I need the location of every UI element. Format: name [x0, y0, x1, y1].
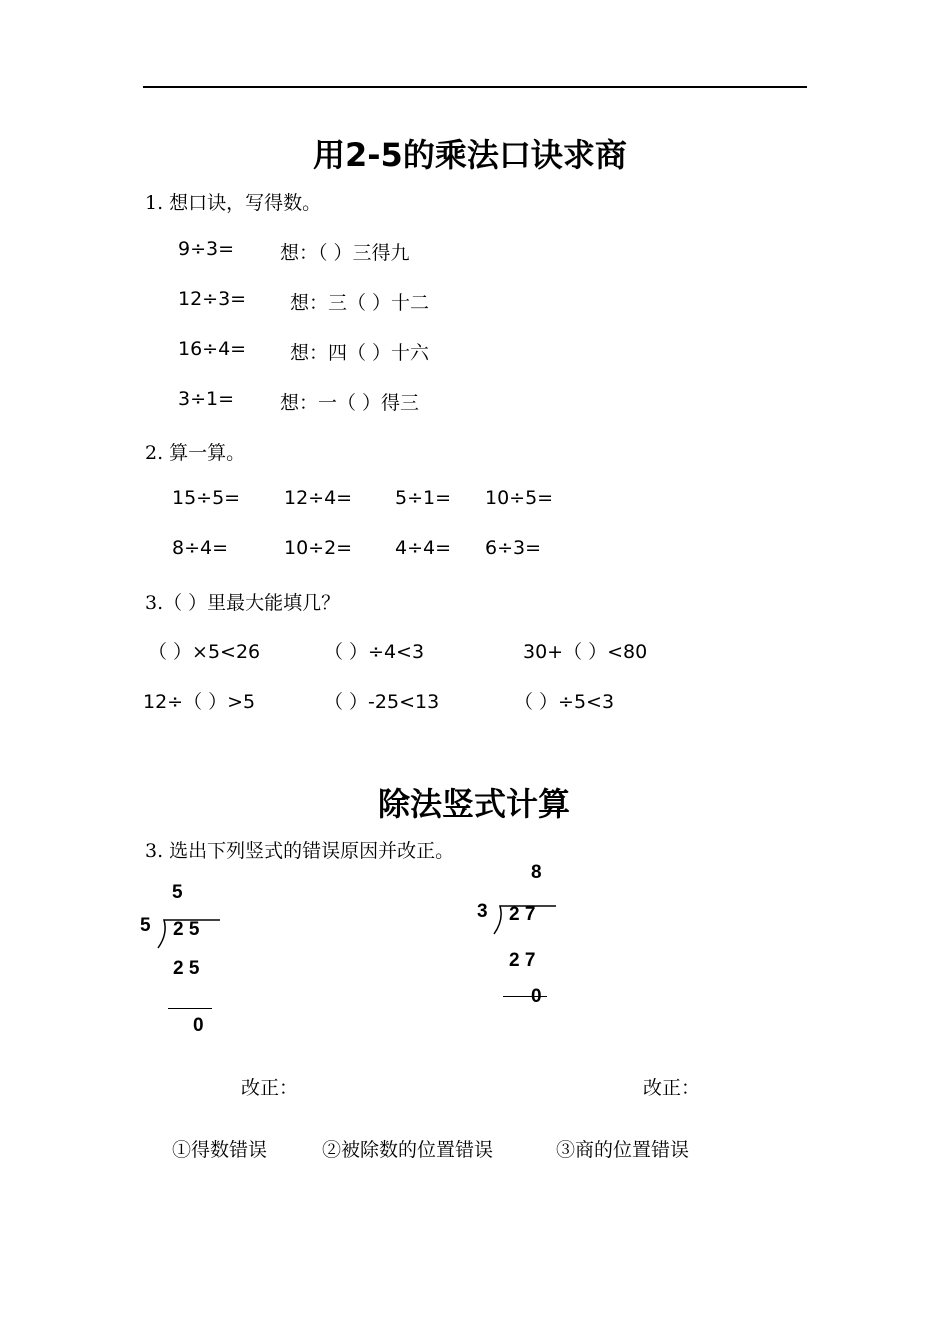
q1-equation: 3÷1=	[178, 388, 235, 410]
option-3: ③商的位置错误	[556, 1139, 690, 1161]
division-bracket	[156, 914, 226, 954]
subtraction-line	[168, 1008, 212, 1009]
q3-item: 30+（ ）<80	[523, 641, 648, 663]
section-title-multiplication: 用2-5的乘法口诀求商	[313, 136, 627, 174]
divisor: 5	[140, 915, 151, 936]
question-1-prompt: 1. 想口诀，写得数。	[145, 192, 322, 214]
q1-equation: 16÷4=	[178, 338, 247, 360]
q1-equation: 9÷3=	[178, 238, 235, 260]
product: 2 7	[509, 950, 536, 971]
product: 2 5	[173, 958, 200, 979]
quotient: 5	[172, 882, 183, 903]
divisor: 3	[477, 901, 488, 922]
section-title-long-division: 除法竖式计算	[378, 785, 571, 823]
q2-item: 10÷5=	[485, 487, 554, 509]
q1-equation: 12÷3=	[178, 288, 247, 310]
q2-item: 12÷4=	[284, 487, 353, 509]
q3-item: （ ）-25<13	[324, 691, 440, 713]
subtraction-line	[503, 996, 547, 997]
q3-item: （ ）×5<26	[148, 641, 261, 663]
remainder: 0	[193, 1015, 204, 1036]
dividend: 2 5	[173, 919, 200, 940]
q2-item: 8÷4=	[172, 537, 229, 559]
q1-hint: 想：一（ ）得三	[280, 392, 420, 414]
q3-item: 12÷（ ）>5	[143, 691, 256, 713]
q3-item: （ ）÷4<3	[324, 641, 425, 663]
division-bracket	[492, 900, 562, 940]
correction-label-left: 改正：	[241, 1077, 299, 1099]
question-2-prompt: 2. 算一算。	[145, 442, 246, 464]
q2-item: 5÷1=	[395, 487, 452, 509]
q2-item: 6÷3=	[485, 537, 542, 559]
remainder: 0	[531, 986, 542, 1007]
correction-label-right: 改正：	[643, 1077, 701, 1099]
option-2: ②被除数的位置错误	[322, 1139, 494, 1161]
question-3-prompt: 3.（ ）里最大能填几？	[145, 592, 341, 614]
option-1: ①得数错误	[172, 1139, 268, 1161]
dividend: 2 7	[509, 904, 536, 925]
q1-hint: 想：四（ ）十六	[290, 342, 430, 364]
top-rule	[143, 86, 807, 88]
q1-hint: 想：三（ ）十二	[290, 292, 430, 314]
quotient: 8	[531, 862, 542, 883]
q1-hint: 想：（ ）三得九	[280, 242, 410, 264]
q2-item: 10÷2=	[284, 537, 353, 559]
q3-item: （ ）÷5<3	[514, 691, 615, 713]
question-4-prompt: 3. 选出下列竖式的错误原因并改正。	[145, 840, 455, 862]
q2-item: 15÷5=	[172, 487, 241, 509]
q2-item: 4÷4=	[395, 537, 452, 559]
